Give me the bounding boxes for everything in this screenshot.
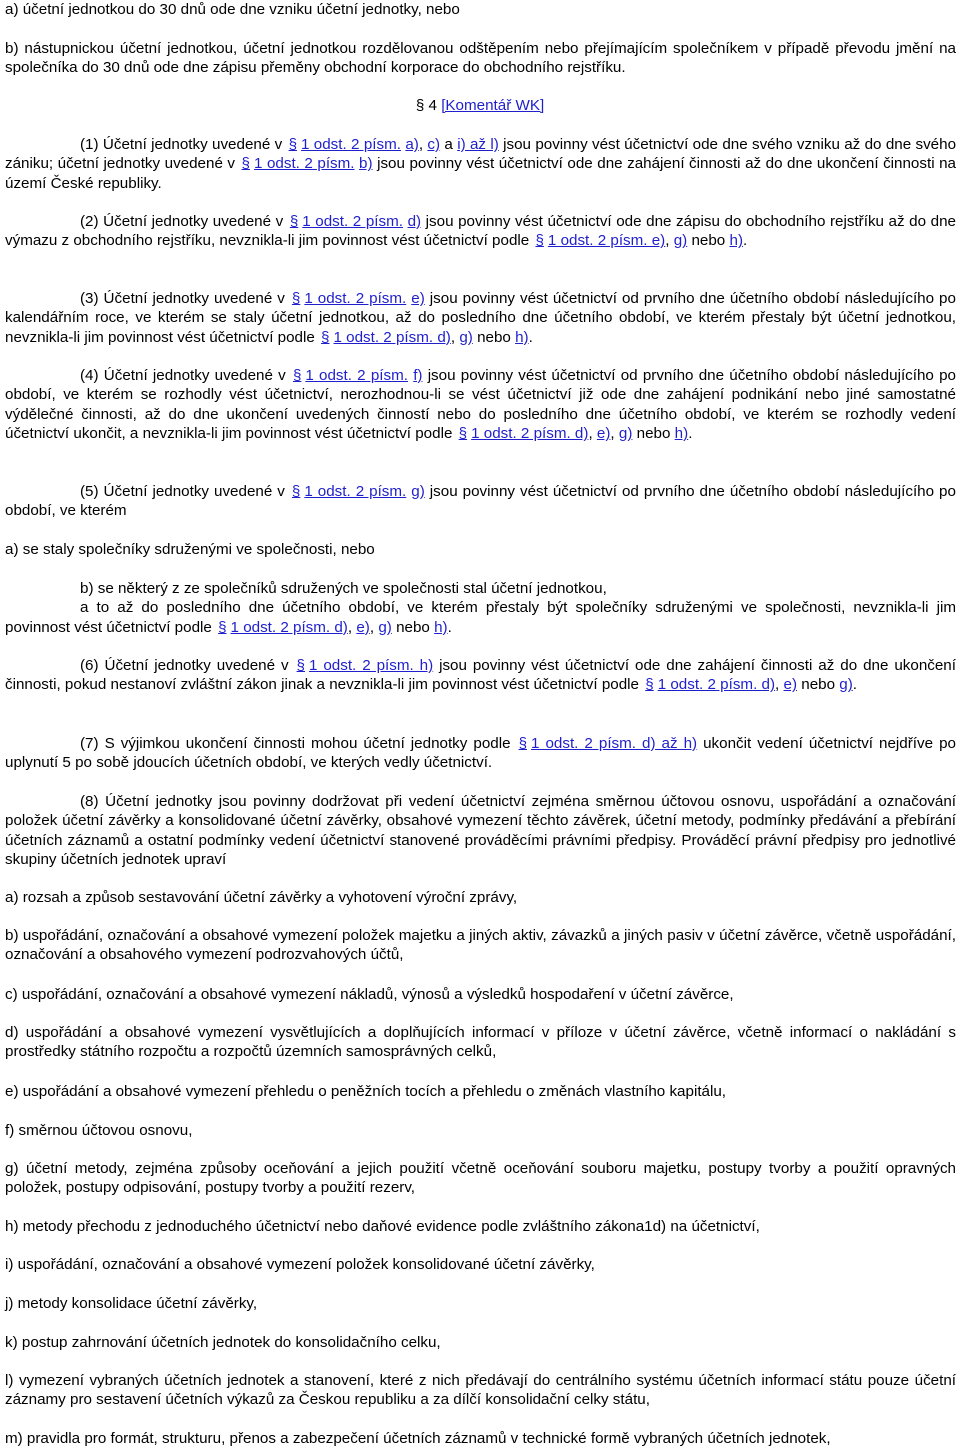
p3-section-link-2[interactable]: § (321, 328, 330, 346)
p3-text-3: nebo (477, 328, 511, 346)
p2-text-2: jsou povinny vést účetnictví ode dne zápisu do obchodního rejstříku až do dne výmazu z obchodního rejstříku, nevznikla-li jim povinnost vést účetnictví podle (5, 213, 956, 250)
p3-link-4[interactable]: g) (459, 328, 473, 346)
p3-link-3[interactable]: 1 odst. 2 písm. d) (333, 328, 451, 346)
list-item-k: k) postup zahrnování účetních jednotek do konsolidačního celku, (5, 1334, 441, 1351)
p1-text-2: a (444, 136, 453, 153)
p6-section-link-2[interactable]: § (645, 676, 654, 694)
paragraph-7 (5, 734, 956, 773)
p1-link-3[interactable]: c) (427, 136, 441, 153)
paragraph-3 (5, 289, 956, 347)
p2-link-2[interactable]: d) (407, 213, 422, 230)
section-number: 4 (428, 97, 437, 114)
p2-link-1[interactable]: 1 odst. 2 písm. (302, 213, 403, 230)
p5b-sep-2: , (369, 618, 375, 636)
list-item-e: e) uspořádání a obsahové vymezení přehledu o peněžních tocích a přehledu o změnách vlastního kapitálu, (5, 1083, 727, 1100)
section-sign: § (415, 97, 425, 114)
list-item-f: f) směrnou účtovou osnovu, (5, 1122, 193, 1139)
section-heading (0, 96, 960, 115)
list-item-j: j) metody konsolidace účetní závěrky, (5, 1295, 258, 1312)
p2-link-3[interactable]: 1 odst. 2 písm. e) (547, 232, 666, 250)
p5b-text-3: nebo (396, 618, 430, 636)
p1-link-5[interactable]: 1 odst. 2 písm. (254, 155, 355, 173)
p6-sep-1: , (775, 676, 780, 694)
list-item-b: b) uspořádání, označování a obsahové vymezení položek majetku a jiných aktiv, závazků a jiných pasiv v účetní závěrce, včetně uspořádání, označování a obsahového vymezení podrozvahových účtů, (5, 927, 956, 964)
p6-link-4[interactable]: g) (839, 676, 853, 694)
p6-link-1[interactable]: 1 odst. 2 písm. h) (308, 657, 434, 674)
paragraph-5b (5, 579, 956, 637)
p5b-section-link-1[interactable]: § (218, 618, 227, 636)
p4-link-4[interactable]: e) (596, 425, 611, 443)
list-item-l: l) vymezení vybraných účetních jednotek a stanovení, které z nich předávají do centrálního systému účetních informací státu pouze účetní záznamy pro sestavení účetních výkazů za Českou republiku a za dílčí konsolidační celky státu, (5, 1372, 956, 1409)
p1-link-4[interactable]: i) až l) (457, 136, 499, 153)
p2-link-5[interactable]: h) (729, 232, 744, 250)
paragraph-4 (5, 366, 956, 444)
p3-link-1[interactable]: 1 odst. 2 písm. (304, 290, 407, 307)
p7-text-2: ukončit vedení účetnictví nejdříve po uplynutí 5 po sobě jdoucích účetních období, ve kterých vedly účetnictví. (5, 735, 956, 772)
paragraph-2 (5, 212, 956, 251)
paragraph-1 (5, 135, 956, 193)
p4-sep-2: , (610, 425, 615, 443)
p5b-end: . (447, 618, 452, 636)
p2-link-4[interactable]: g) (673, 232, 688, 250)
p1-link-1[interactable]: 1 odst. 2 písm. (301, 136, 401, 153)
p5b-link-3[interactable]: g) (378, 618, 392, 636)
p3-link-2[interactable]: e) (411, 290, 425, 307)
list-item-i: i) uspořádání, označování a obsahové vymezení položek konsolidované účetní závěrky, (5, 1256, 595, 1273)
list-item-c: c) uspořádání, označování a obsahové vymezení nákladů, výnosů a výsledků hospodaření v účetní závěrce, (5, 986, 734, 1003)
p6-link-2[interactable]: 1 odst. 2 písm. d) (657, 676, 776, 694)
p5b-line-2 (5, 599, 956, 635)
p1-link-2[interactable]: a) (405, 136, 419, 153)
p5b-link-2[interactable]: e) (356, 618, 370, 636)
p2-text-3: nebo (691, 232, 726, 250)
p1-sep-1: , (418, 136, 424, 153)
p6-text-3: nebo (801, 676, 836, 694)
p5-text-2: jsou povinny vést účetnictví od prvního dne účetního období následujícího po období, ve kterém (5, 483, 956, 520)
p6-section-link-1[interactable]: § (296, 657, 305, 674)
p2-end: . (743, 232, 748, 250)
p1-section-link-2[interactable]: § (241, 155, 250, 173)
p5-text-1: (5) Účetní jednotky uvedené v (80, 483, 285, 500)
p6-text-1: (6) Účetní jednotky uvedené v (80, 657, 289, 674)
p1-text-3: jsou povinny vést účetnictví ode dne svého vzniku až do dne svého zániku; účetní jednotky uvedené v (5, 136, 957, 173)
p4-link-6[interactable]: h) (674, 425, 689, 443)
paragraph-5a: a) se staly společníky sdruženými ve společnosti, nebo (5, 541, 375, 558)
paragraph-6 (5, 656, 956, 695)
p1-link-6[interactable]: b) (359, 155, 373, 173)
paragraph-a: a) účetní jednotkou do 30 dnů ode dne vzniku účetní jednotky, nebo (5, 1, 460, 18)
p2-text-1: (2) Účetní jednotky uvedené v (80, 213, 284, 230)
p5-link-2[interactable]: g) (411, 483, 425, 500)
p5b-text-2: a to až do posledního dne účetního období, ve kterém přestaly být společníky sdruženými ve společnosti, nevznikla-li jim povinnost vést účetnictví podle (5, 599, 956, 636)
p7-text-1: (7) S výjimkou ukončení činnosti mohou účetní jednotky podle (80, 735, 511, 752)
p3-text-1: (3) Účetní jednotky uvedené v (80, 290, 285, 307)
paragraph-5 (5, 482, 956, 521)
p5b-sep-1: , (347, 618, 353, 636)
p2-sep-1: , (665, 232, 670, 250)
p2-section-link-2[interactable]: § (535, 232, 544, 250)
p3-text-2: jsou povinny vést účetnictví od prvního dne účetního období následujícího po kalendářním roce, ve kterém se staly účetní jednotkou, až do posledního dne účetního období, ve kterém přestaly být účetní jednotkou, nevznikla-li jim povinnost vést účetnictví podle (5, 290, 956, 346)
p4-section-link-1[interactable]: § (292, 367, 302, 384)
p4-link-2[interactable]: f) (413, 367, 423, 384)
p4-text-3: nebo (636, 425, 671, 443)
p4-sep-1: , (588, 425, 593, 443)
p7-section-link-1[interactable]: § (518, 735, 528, 752)
p4-end: . (688, 425, 693, 443)
list-item-d: d) uspořádání a obsahové vymezení vysvětlujících a doplňujících informací v příloze v účetní závěrce, včetně informací o nakládání s prostředky státního rozpočtu a rozpočtů územních samosprávných celků, (5, 1024, 956, 1061)
p5-link-1[interactable]: 1 odst. 2 písm. (304, 483, 407, 500)
p3-sep-1: , (450, 328, 456, 346)
p3-link-5[interactable]: h) (515, 328, 529, 346)
comment-link[interactable]: [Komentář WK] (441, 97, 545, 114)
p5b-link-4[interactable]: h) (434, 618, 448, 636)
p3-section-link-1[interactable]: § (291, 290, 301, 307)
list-item-m: m) pravidla pro formát, strukturu, přenos a zabezpečení účetních záznamů v technické formě vybraných účetních jednotek, (5, 1430, 831, 1447)
p1-text-1: (1) Účetní jednotky uvedené v (80, 136, 283, 153)
p6-link-3[interactable]: e) (783, 676, 798, 694)
p2-section-link-1[interactable]: § (289, 213, 299, 230)
p4-link-1[interactable]: 1 odst. 2 písm. (305, 367, 408, 384)
list-item-h: h) metody přechodu z jednoduchého účetnictví nebo daňové evidence podle zvláštního zákona1d) na účetnictví, (5, 1218, 760, 1235)
p5b-text-1: b) se některý z ze společníků sdružených ve společnosti stal účetní jednotkou, (80, 580, 607, 597)
p1-text-4: jsou povinny vést účetnictví ode dne zahájení činnosti až do dne ukončení činnosti na území České republiky. (5, 155, 956, 192)
p6-end: . (852, 676, 858, 694)
p4-link-5[interactable]: g) (618, 425, 633, 443)
list-item-a: a) rozsah a způsob sestavování účetní závěrky a vyhotovení výroční zprávy, (5, 889, 518, 906)
p5-section-link-1[interactable]: § (291, 483, 301, 500)
p3-end: . (528, 328, 533, 346)
paragraph-b: b) nástupnickou účetní jednotkou, účetní jednotkou rozdělovanou odštěpením nebo přejímajícím společníkem v případě převodu jmění na společníka do 30 dnů ode dne zápisu přeměny obchodní korporace do obchodního rejstříku. (5, 40, 956, 77)
p7-link-1[interactable]: 1 odst. 2 písm. d) až h) (531, 735, 698, 752)
list-item-g: g) účetní metody, zejména způsoby oceňování a jejich použití včetně oceňování souboru majetku, postupy tvorby a použití opravných položek, postupy odpisování, postupy tvorby a použití rezerv, (5, 1160, 956, 1197)
p5b-link-1[interactable]: 1 odst. 2 písm. d) (230, 618, 348, 636)
p6-text-2: jsou povinny vést účetnictví ode dne zahájení činnosti až do dne ukončení činnosti, pokud nestanoví zvláštní zákon jinak a nevznikla-li jim povinnost vést účetnictví podle (5, 657, 956, 694)
p4-text-1: (4) Účetní jednotky uvedené v (80, 367, 286, 384)
p4-link-3[interactable]: 1 odst. 2 písm. d) (471, 425, 589, 443)
p4-section-link-2[interactable]: § (458, 425, 468, 443)
p4-text-2: jsou povinny vést účetnictví od prvního dne účetního období následujícího po období, ve kterém se rozhodly vést účetnictví, nerozhodnou-li se vést účetnictví již ode dne zahájení podnikání nebo jiné samostatné výdělečné činnosti, až do dne ukončení uvedených činností nebo do posledního dne účetního období, ve kterém se rozhodly vedení účetnictví ukončit, a nevznikla-li jim povinnost vést účetnictví podle (5, 367, 956, 443)
paragraph-8: (8) Účetní jednotky jsou povinny dodržovat při vedení účetnictví zejména směrnou účtovou osnovu, uspořádání a označování položek účetní závěrky a konsolidované účetní závěrky, obsahové vymezení těchto závěrek, účetní metody, podmínky předávání a přebírání účetních záznamů a ostatní podmínky vedení účetnictví stanovené prováděcími právními předpisy. Prováděcí právní předpisy pro jednotlivé skupiny účetních jednotek upraví (5, 793, 956, 869)
p1-section-link-1[interactable]: § (288, 136, 298, 153)
